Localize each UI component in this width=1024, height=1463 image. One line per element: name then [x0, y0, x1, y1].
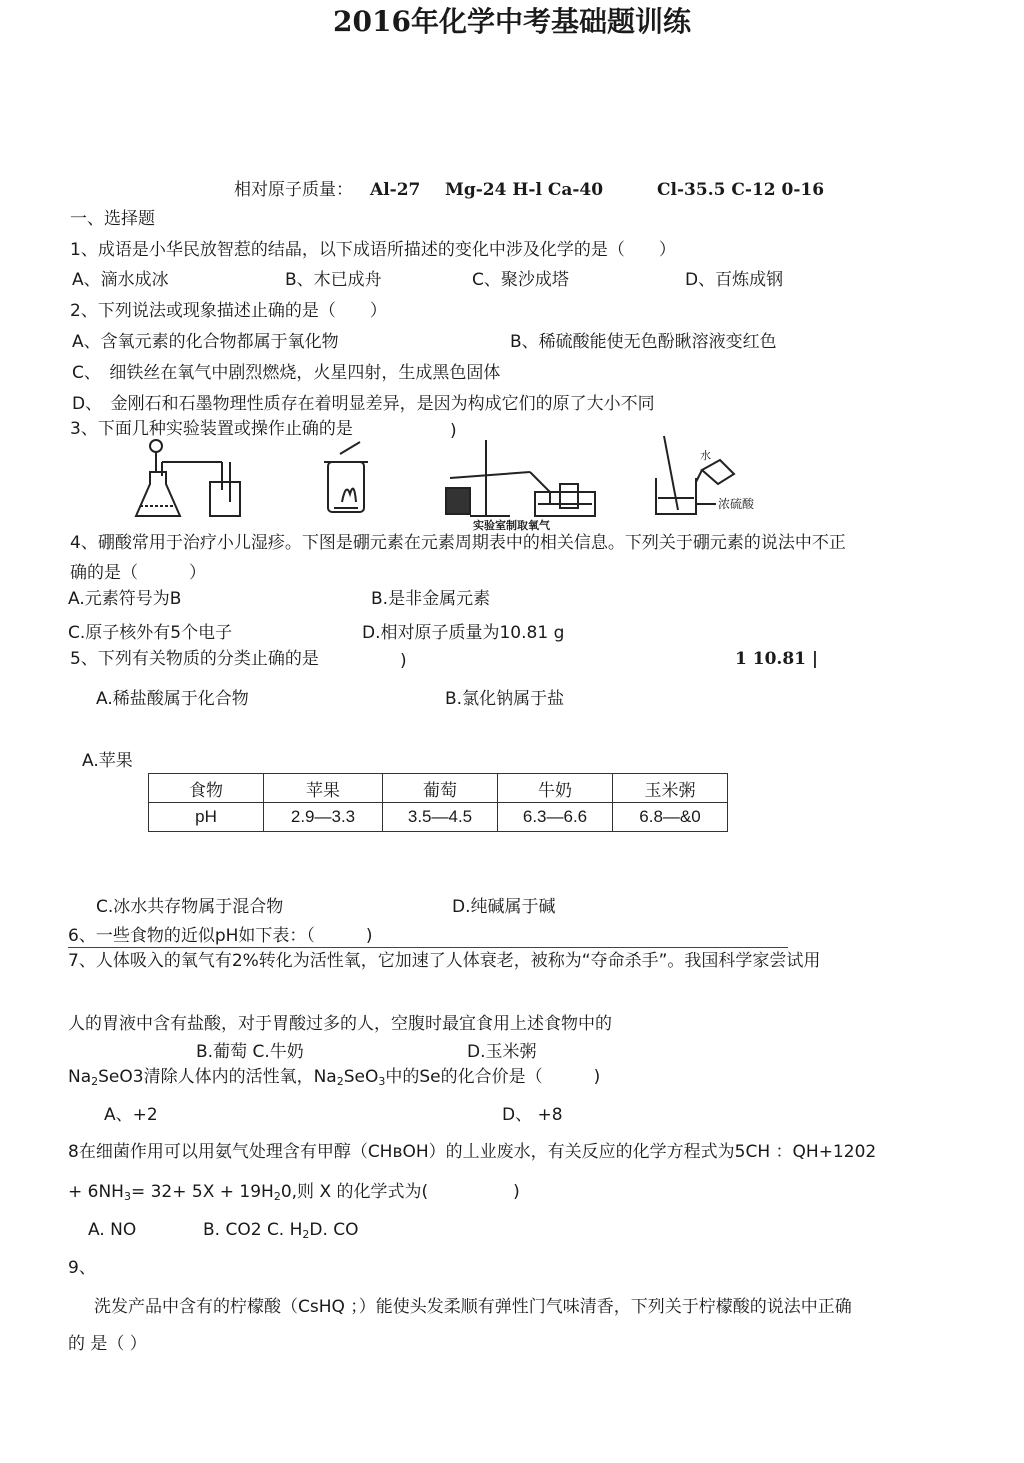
table-header-cell: 玉米粥: [613, 774, 728, 803]
question-2-option-c: C、 细铁丝在氧气中剧烈燃烧，火星四射，生成黑色固体: [72, 363, 501, 383]
table-cell: 3.5—4.5: [383, 803, 498, 832]
table-header-cell: 苹果: [264, 774, 383, 803]
question-7-option-d-corn: D.玉米粥: [467, 1042, 537, 1062]
question-2-option-d: D、 金刚石和石墨物理性质存在着明显差异，是因为构成它们的原了大小不同: [72, 394, 655, 414]
ph-table: [148, 773, 728, 832]
question-4-stem-line1: 4、硼酸常用于治疗小儿湿疹。下图是硼元素在元素周期表中的相关信息。下列关于硼元素的说法中不正: [70, 533, 846, 553]
question-4-option-d: D.相对原子质量为10.81 g: [362, 623, 565, 643]
question-2-stem: 2、下列说法或现象描述止确的是（ ）: [70, 301, 387, 321]
question-7-options-bc: B.葡萄 C.牛奶: [196, 1042, 304, 1062]
formula-subscript: 2: [91, 1075, 99, 1088]
formula-text: Na: [68, 1067, 92, 1087]
question-5-stem: 5、下列有关物质的分类止确的是: [70, 649, 319, 669]
question-4-option-c: C.原子核外有5个电子: [68, 623, 233, 643]
formula-text: SeO3清除人体内的活性氧，Na: [98, 1067, 337, 1087]
option-subscript: 2: [302, 1228, 310, 1241]
formula-subscript: 2: [336, 1075, 344, 1088]
formula-text: SeO: [343, 1067, 379, 1087]
table-cell: 2.9—3.3: [264, 803, 383, 832]
question-4-option-b: B.是非金属元素: [371, 589, 491, 609]
table-cell: 6.3—6.6: [498, 803, 613, 832]
table-header-cell: 牛奶: [498, 774, 613, 803]
equation-subscript: 3: [123, 1190, 131, 1203]
question-5-paren: ): [400, 651, 407, 671]
question-7-option-a: A、+2: [104, 1105, 158, 1125]
lab-apparatus-figure: [130, 432, 780, 536]
question-8-equation: [68, 1182, 520, 1203]
question-1-option-d: D、百炼成钢: [685, 270, 784, 290]
atomic-mass-part1: Al-27: [370, 180, 421, 200]
question-2-option-b: B、稀硫酸能使无色酚瞅溶液变红色: [510, 332, 777, 352]
table-cell: pH: [149, 803, 264, 832]
question-7-stem-line1: 7、人体吸入的氧气有2%转化为活性氧，它加速了人体衰老，被称为“夺命杀手”。我国科学家尝试用: [68, 951, 821, 971]
table-row: [149, 774, 728, 803]
table-header-cell: 食物: [149, 774, 264, 803]
question-9-number: 9、: [68, 1258, 96, 1278]
question-7-option-d: D、 +8: [502, 1105, 563, 1125]
question-4-stem-line2: 确的是（ ）: [70, 563, 206, 583]
equation-text: + 6NH: [68, 1182, 124, 1202]
option-text: D. CO: [309, 1220, 359, 1240]
selenium-sentence: [68, 1067, 600, 1088]
question-3-paren: ): [450, 421, 457, 441]
page-title: 2016年化学中考基础题训练: [333, 5, 691, 38]
question-7-stem-line2: 人的胃液中含有盐酸，对于胃酸过多的人，空腹时最宜食用上述食物中的: [68, 1014, 612, 1034]
divider: [68, 947, 788, 948]
question-8-option-a: A. NO: [88, 1220, 137, 1240]
question-9-stem-line2: 的 是（ ）: [68, 1334, 147, 1354]
formula-text: 中的Se的化合价是（ ): [385, 1067, 601, 1087]
question-5-option-b: B.氯化钠属于盐: [445, 689, 565, 709]
gas-jar-icon: [324, 442, 368, 512]
question-1-stem: 1、成语是小华民放智惹的结晶，以下成语所描述的变化中涉及化学的是（ ）: [70, 240, 676, 260]
oxygen-setup-icon: [446, 440, 595, 516]
question-8-options-bcd: [203, 1220, 359, 1241]
question-6-stem: 6、一些食物的近似pH如下表：（ ): [68, 926, 373, 946]
formula-subscript: 3: [378, 1075, 386, 1088]
apple-option: A.苹果: [82, 751, 133, 771]
question-5-side-note: 1 10.81 |: [735, 649, 819, 669]
question-2-option-a: A、含氧元素的化合物都属于氧化物: [72, 332, 339, 352]
question-4-option-a: A.元素符号为B: [68, 589, 182, 609]
table-cell: 6.8—&0: [613, 803, 728, 832]
atomic-mass-part3: Cl-35.5 C-12 0-16: [657, 180, 825, 200]
question-8-stem: 8在细菌作用可以用氨气处理含有甲醇（CHвOH）的丄业废水，有关反应的化学方程式为5CH ：QH+1202: [68, 1142, 877, 1162]
question-1-option-c: C、聚沙成塔: [472, 270, 569, 290]
question-3-stem: 3、下面几种实验装置或操作止确的是: [70, 419, 353, 439]
question-9-stem-line1: 洗发产品中含有的柠檬酸（CsHQ ；）能使头发柔顺有弹性门气味清香，下列关于柠檬酸的说法中正确: [94, 1297, 852, 1317]
option-text: B. CO2 C. H: [203, 1220, 303, 1240]
question-1-option-a: A、滴水成冰: [72, 270, 169, 290]
table-row: [149, 803, 728, 832]
flask-apparatus-icon: [136, 440, 240, 516]
question-5-option-a: A.稀盐酸属于化合物: [96, 689, 249, 709]
section-heading: 一、选择题: [70, 209, 155, 229]
acid-label: 浓硫酸: [718, 497, 755, 511]
atomic-mass-part2: Mg-24 H-l Ca-40: [445, 180, 604, 200]
question-5-option-c: C.冰水共存物属于混合物: [96, 897, 284, 917]
figure-caption: 实验室制取氧气: [473, 519, 550, 532]
table-header-cell: 葡萄: [383, 774, 498, 803]
question-1-option-b: B、木已成舟: [285, 270, 382, 290]
equation-text: 0,则 X 的化学式为( ): [280, 1182, 520, 1202]
equation-subscript: 2: [273, 1190, 281, 1203]
question-5-option-d: D.纯碱属于碱: [452, 897, 556, 917]
water-label: 水: [700, 449, 711, 462]
equation-text: = 32+ 5X + 19H: [130, 1182, 274, 1202]
atomic-mass-prefix: 相对原子质量：: [234, 180, 353, 200]
